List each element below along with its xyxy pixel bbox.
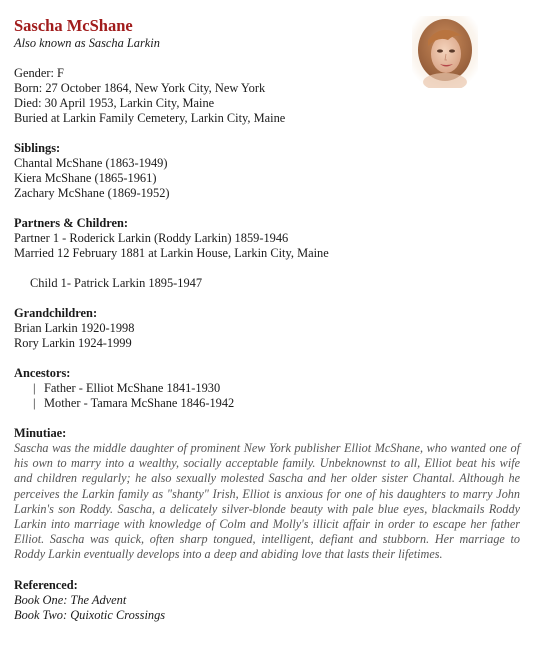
reference-item: Book Two: Quixotic Crossings xyxy=(14,607,166,622)
grandchild-item: Brian Larkin 1920-1998 xyxy=(14,321,135,335)
sibling-item: Zachary McShane (1869-1952) xyxy=(14,186,170,200)
gender: Gender: F xyxy=(14,66,64,80)
minutiae-text: Sascha was the middle daughter of prominent New York publisher Elliot McShane, who wanted one of his own to marry into a wealthy, socially acceptable family. Unbeknownst to all, Elliot beat his wife and children regularly; he also sexually molested Sascha and her older sister Chantal. Although he perceives the Larkin family as "shanty" Irish, Elliot is anxious for one of his daughters to marry John Larkin's son Roddy. Sascha, a delicately silver-blonde beauty with pale blue eyes, blackmails Roddy Larkin into marriage with knowledge of Colm and Molly's illicit affair in order to escape her father Elliot. Sascha was quick, often sharp tongued, intelligent, defiant and stubborn. Her marriage to Roddy Larkin eventually develops into a deep and abiding love that lasts their lifetimes. xyxy=(14,441,520,562)
partner-line: Partner 1 - Roderick Larkin (Roddy Larkin) 1859-1946 xyxy=(14,231,289,245)
alias: Also known as Sascha Larkin xyxy=(14,36,160,50)
minutiae-heading: Minutiae: xyxy=(14,426,67,440)
sibling-item: Chantal McShane (1863-1949) xyxy=(14,156,168,170)
marriage-line: Married 12 February 1881 at Larkin House, Larkin City, Maine xyxy=(14,246,329,260)
ancestor-father: Father - Elliot McShane 1841-1930 xyxy=(44,381,221,395)
referenced-heading: Referenced: xyxy=(14,577,78,592)
tree-bar-icon: | xyxy=(33,396,36,410)
ancestor-mother: Mother - Tamara McShane 1846-1942 xyxy=(44,396,235,410)
child-line: Child 1- Patrick Larkin 1895-1947 xyxy=(30,276,203,290)
grandchildren-heading: Grandchildren: xyxy=(14,306,98,320)
ancestor-item xyxy=(14,396,520,411)
person-name: Sascha McShane xyxy=(14,16,133,35)
siblings-heading: Siblings: xyxy=(14,141,61,155)
sibling-item: Kiera McShane (1865-1961) xyxy=(14,171,157,185)
ancestor-item xyxy=(14,381,520,396)
birth: Born: 27 October 1864, New York City, New York xyxy=(14,81,266,95)
partners-heading: Partners & Children: xyxy=(14,216,129,230)
death: Died: 30 April 1953, Larkin City, Maine xyxy=(14,96,215,110)
profile-page xyxy=(14,16,520,623)
ancestors-heading: Ancestors: xyxy=(14,366,71,380)
portrait-image xyxy=(412,16,478,88)
tree-bar-icon: | xyxy=(33,381,36,395)
grandchild-item: Rory Larkin 1924-1999 xyxy=(14,336,132,350)
reference-item: Book One: The Advent xyxy=(14,592,127,607)
burial: Buried at Larkin Family Cemetery, Larkin City, Maine xyxy=(14,111,286,125)
portrait-photo xyxy=(412,16,478,88)
